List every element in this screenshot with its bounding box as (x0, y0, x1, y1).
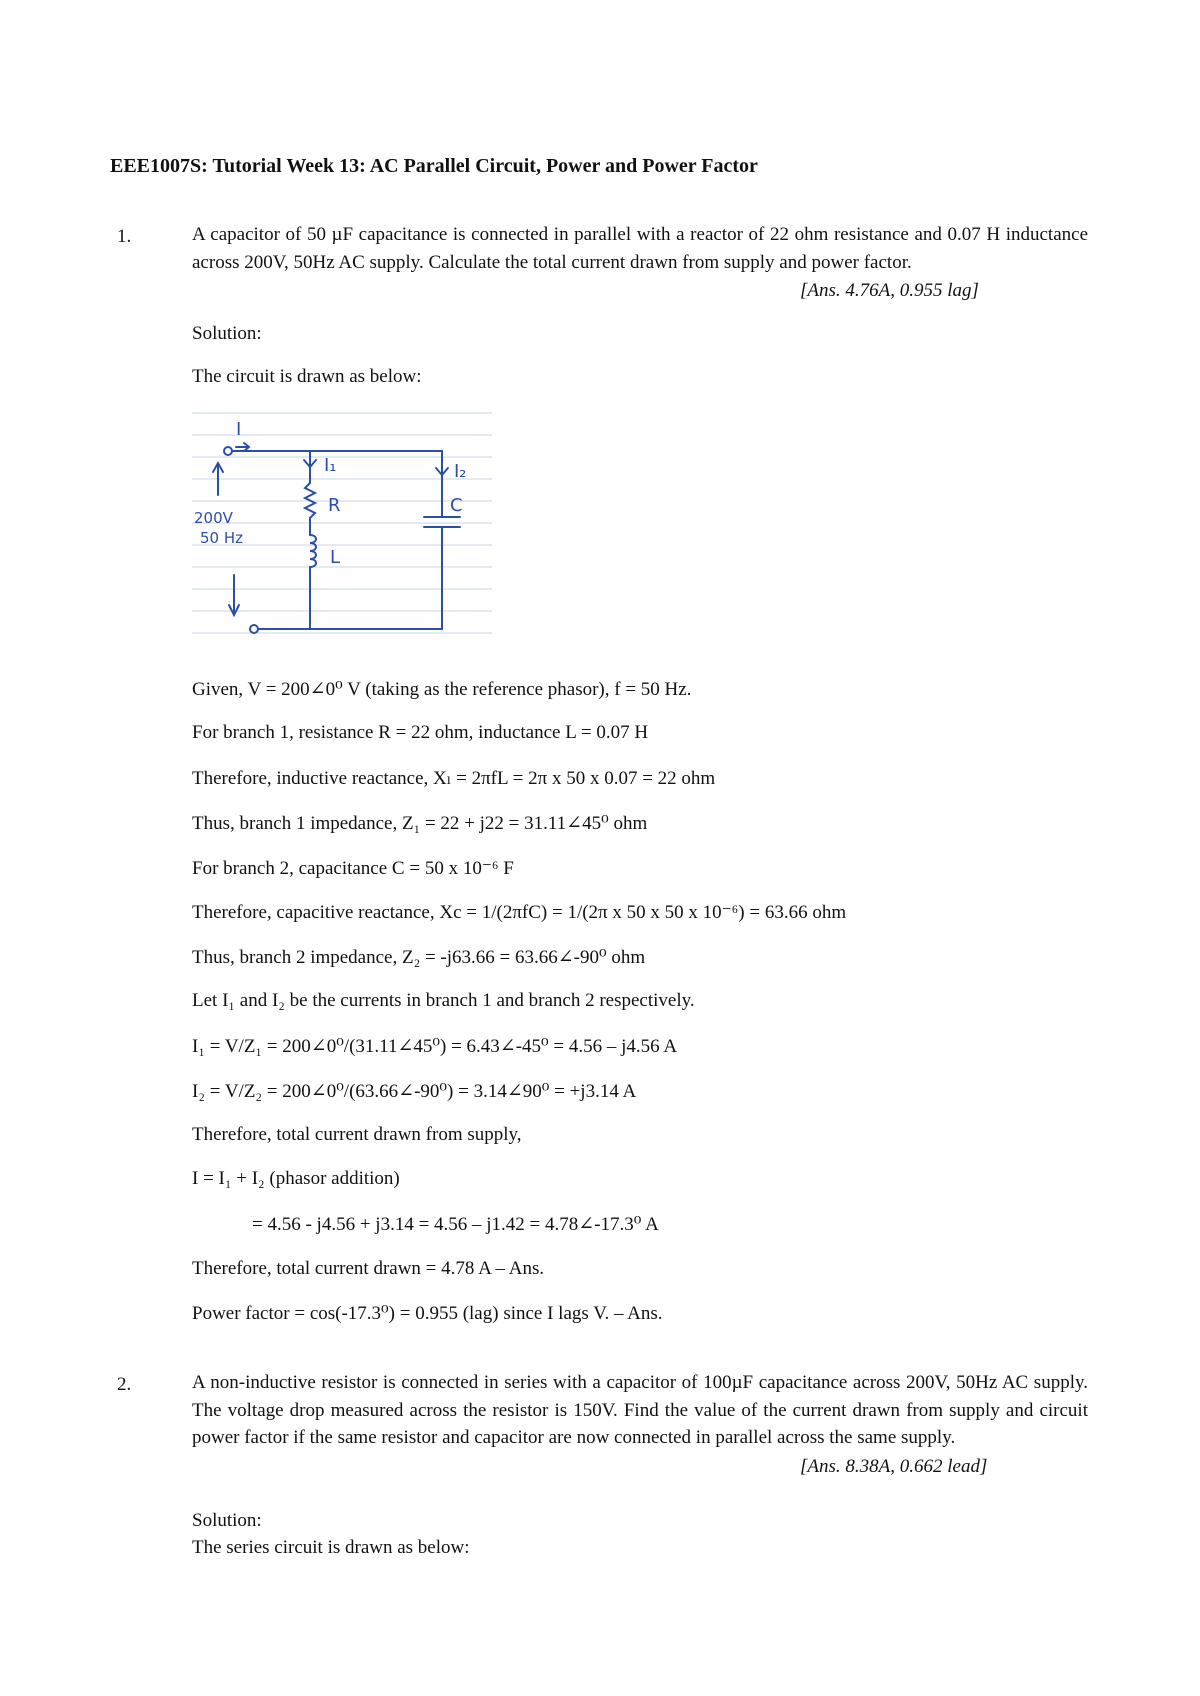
diagram-label-i2: I₂ (454, 461, 467, 482)
q1-line: For branch 1, resistance R = 22 ohm, inductance L = 0.07 H (192, 722, 649, 743)
q1-line: I₁ = V/Z₁ = 200∠0⁰/(31.11∠45⁰) = 6.43∠-45⁰ = 4.56 – j4.56 A (192, 1036, 678, 1057)
q1-line: Let I₁ and I₂ be the currents in branch 1 and branch 2 respectively. (192, 990, 695, 1011)
q1-line: Given, V = 200∠0⁰ V (taking as the reference phasor), f = 50 Hz. (192, 679, 692, 700)
page-title: EEE1007S: Tutorial Week 13: AC Parallel Circuit, Power and Power Factor (110, 155, 758, 177)
diagram-label-i: I (236, 419, 242, 440)
question-1-number: 1. (117, 226, 132, 247)
q1-line: I = I₁ + I₂ (phasor addition) (192, 1168, 400, 1189)
q1-line: Thus, branch 1 impedance, Z₁ = 22 + j22 = 31.11∠45⁰ ohm (192, 813, 648, 834)
q1-circuit-intro: The circuit is drawn as below: (192, 366, 422, 387)
question-1-body: A capacitor of 50 µF capacitance is connected in parallel with a reactor of 22 ohm resistance and 0.07 H inductance across 200V, 50Hz AC supply. Calculate the total current drawn from supply and power factor. (192, 224, 1088, 273)
q2-circuit-intro: The series circuit is drawn as below: (192, 1537, 470, 1558)
question-1-text (192, 221, 1088, 276)
diagram-label-l: L (330, 547, 341, 568)
diagram-label-i1: I₁ (324, 455, 337, 476)
q2-solution-label: Solution: (192, 1510, 262, 1531)
q1-solution-label: Solution: (192, 323, 262, 344)
q1-line: = 4.56 - j4.56 + j3.14 = 4.56 – j1.42 = 4.78∠-17.3⁰ A (252, 1214, 659, 1235)
q1-line: For branch 2, capacitance C = 50 x 10⁻⁶ F (192, 858, 514, 879)
diagram-label-voltage: 200V (194, 509, 233, 527)
question-2-text (192, 1369, 1088, 1452)
diagram-label-frequency: 50 Hz (200, 529, 244, 547)
q1-line: Thus, branch 2 impedance, Z₂ = -j63.66 = 63.66∠-90⁰ ohm (192, 947, 646, 968)
question-2-number: 2. (117, 1374, 132, 1395)
question-1-answer: [Ans. 4.76A, 0.955 lag] (800, 280, 979, 301)
q1-line: Therefore, inductive reactance, Xₗ = 2πfL = 2π x 50 x 0.07 = 22 ohm (192, 768, 716, 789)
diagram-label-r: R (328, 495, 341, 516)
q1-line: Power factor = cos(-17.3⁰) = 0.955 (lag) since I lags V. – Ans. (192, 1303, 663, 1324)
question-2-answer: [Ans. 8.38A, 0.662 lead] (800, 1456, 988, 1477)
diagram-label-c: C (450, 495, 463, 516)
q1-line: Therefore, capacitive reactance, Xc = 1/(2πfC) = 1/(2π x 50 x 50 x 10⁻⁶) = 63.66 ohm (192, 902, 847, 923)
q1-line: Therefore, total current drawn from supply, (192, 1124, 522, 1145)
q1-line: I₂ = V/Z₂ = 200∠0⁰/(63.66∠-90⁰) = 3.14∠90⁰ = +j3.14 A (192, 1081, 637, 1102)
circuit-diagram (192, 405, 492, 641)
q1-line: Therefore, total current drawn = 4.78 A – Ans. (192, 1258, 545, 1279)
question-2-body: A non-inductive resistor is connected in series with a capacitor of 100µF capacitance across 200V, 50Hz AC supply. The voltage drop measured across the resistor is 150V. Find the value of the current drawn from supply and circuit power factor if the same resistor and capacitor are now connected in parallel across the same supply. (192, 1372, 1088, 1448)
